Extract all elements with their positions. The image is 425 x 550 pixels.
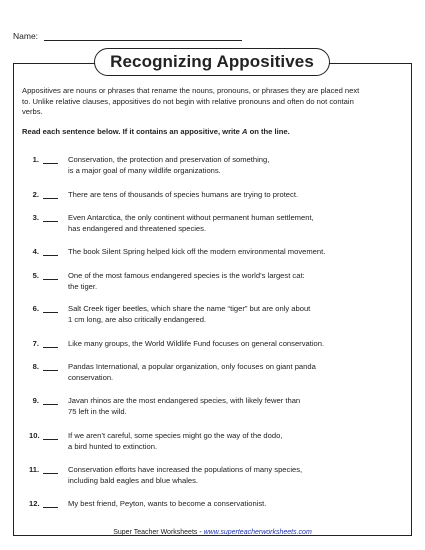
- question-text: The book Silent Spring helped kick off the modern environmental movement.: [68, 247, 326, 256]
- question-text: Conservation, the protection and preservation of something, is a major goal of many wildlife organizations.: [68, 155, 270, 175]
- question-number: 7.: [32, 339, 39, 348]
- question-number: 1.: [32, 155, 39, 164]
- question-text: Pandas International, a popular organization, only focuses on giant panda conservation.: [68, 362, 316, 382]
- question-number: 4.: [32, 247, 39, 256]
- question-number: 6.: [32, 304, 39, 313]
- name-input-line[interactable]: [44, 31, 242, 41]
- question-text: Conservation efforts have increased the populations of many species, including bald eagles and blue whales.: [68, 465, 303, 485]
- question-number: 5.: [32, 271, 39, 280]
- footer-brand: Super Teacher Worksheets -: [113, 529, 204, 536]
- instructions-after: on the line.: [247, 127, 290, 136]
- answer-blank[interactable]: [43, 270, 58, 280]
- question-text: Even Antarctica, the only continent without permanent human settlement, has endangered and threatened species.: [68, 213, 314, 233]
- question-number: 10.: [29, 431, 40, 440]
- answer-blank[interactable]: [43, 154, 58, 164]
- footer-url-link[interactable]: www.superteacherworksheets.com: [203, 529, 312, 536]
- question-text: One of the most famous endangered species is the world’s largest cat: the tiger.: [68, 271, 305, 291]
- answer-blank[interactable]: [43, 498, 58, 508]
- question-number: 11.: [29, 465, 40, 474]
- instructions-letter: A: [242, 127, 248, 136]
- answer-blank[interactable]: [43, 303, 58, 313]
- question-number: 8.: [32, 362, 39, 371]
- worksheet-title: Recognizing Appositives: [94, 48, 330, 76]
- question-number: 9.: [32, 396, 39, 405]
- question-number: 2.: [32, 190, 39, 199]
- answer-blank[interactable]: [43, 338, 58, 348]
- question-text: Javan rhinos are the most endangered species, with likely fewer than 75 left in the wild.: [68, 396, 301, 416]
- question-text: My best friend, Peyton, wants to become a conservationist.: [68, 499, 267, 508]
- footer: [0, 529, 425, 536]
- answer-blank[interactable]: [43, 395, 58, 405]
- instructions-before: Read each sentence below. If it contains an appositive, write: [22, 127, 242, 136]
- answer-blank[interactable]: [43, 430, 58, 440]
- answer-blank[interactable]: [43, 189, 58, 199]
- question-text: If we aren’t careful, some species might go the way of the dodo, a bird hunted to extinction.: [68, 431, 283, 451]
- question-number: 3.: [32, 213, 39, 222]
- question-text: There are tens of thousands of species humans are trying to protect.: [68, 190, 299, 199]
- name-label: Name:: [13, 31, 39, 41]
- question-text: Like many groups, the World Wildlife Fund focuses on general conservation.: [68, 339, 325, 348]
- answer-blank[interactable]: [43, 246, 58, 256]
- name-row: [13, 31, 242, 41]
- answer-blank[interactable]: [43, 361, 58, 371]
- question-number: 12.: [29, 499, 40, 508]
- question-text: Salt Creek tiger beetles, which share the name “tiger” but are only about 1 cm long, are also critically endangered.: [68, 304, 311, 324]
- instructions: [22, 127, 402, 136]
- answer-blank[interactable]: [43, 212, 58, 222]
- answer-blank[interactable]: [43, 464, 58, 474]
- intro-paragraph: Appositives are nouns or phrases that rename the nouns, pronouns, or phrases they are placed next to. Unlike relative clauses, appositives do not begin with relative pronouns and often do not contain verbs.: [22, 86, 360, 116]
